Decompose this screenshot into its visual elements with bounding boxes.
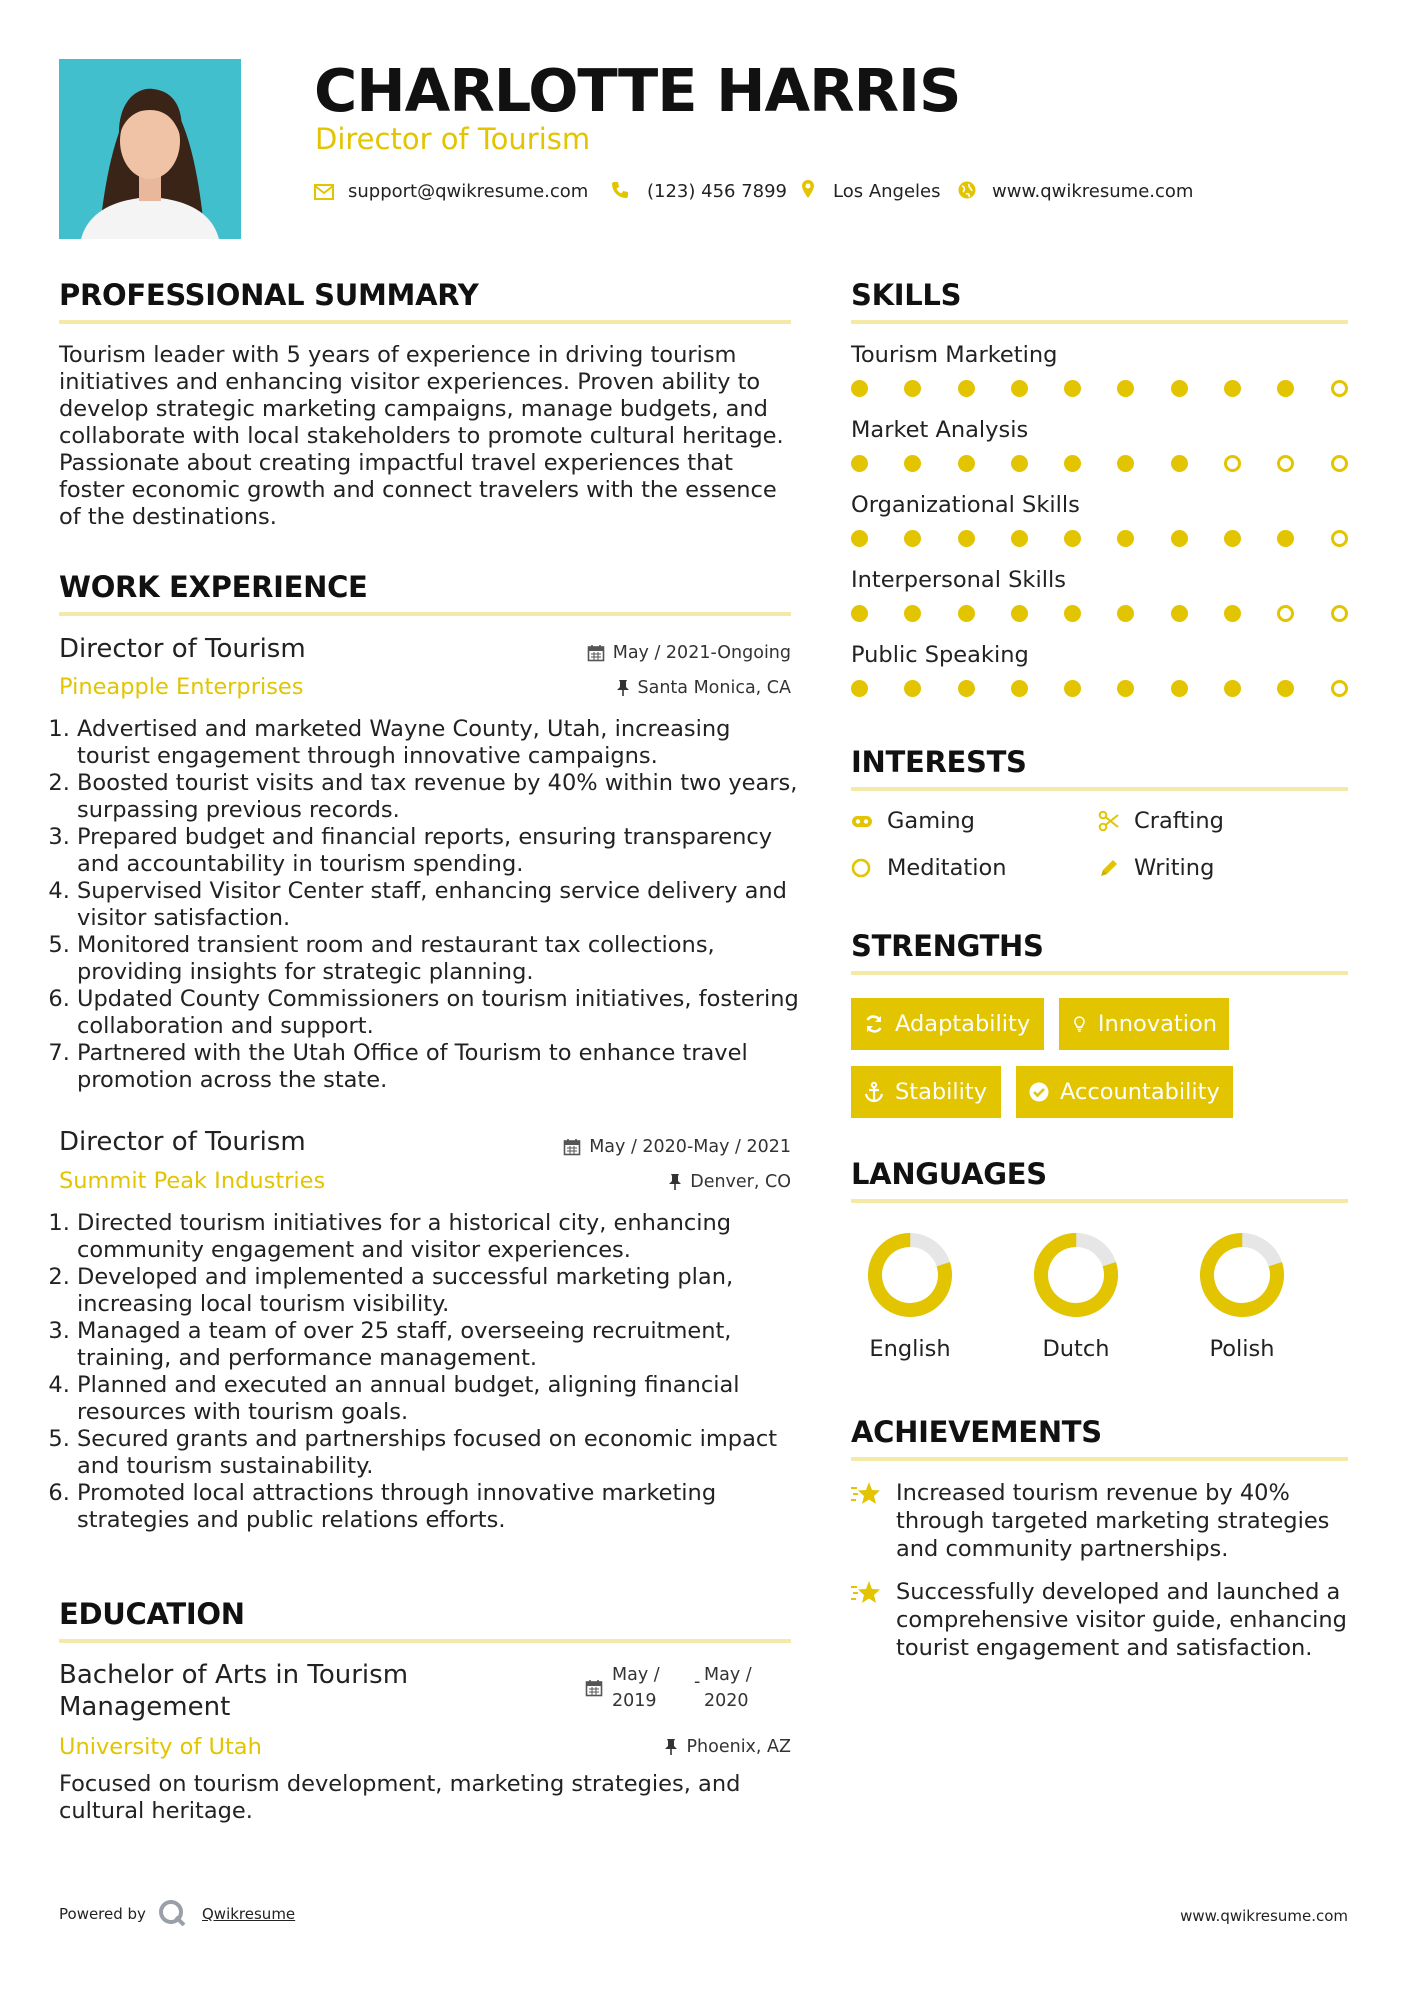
rating-dot-filled — [904, 680, 921, 697]
languages-divider — [851, 1199, 1348, 1203]
rating-dot-filled — [958, 455, 975, 472]
rating-dot-filled — [1064, 530, 1081, 547]
rating-dot-filled — [1171, 605, 1188, 622]
rating-dot-filled — [1171, 380, 1188, 397]
language-item — [855, 1230, 965, 1362]
strengths-divider — [851, 971, 1348, 975]
education-divider — [59, 1639, 791, 1643]
rating-dot-filled — [1117, 605, 1134, 622]
language-label: Dutch — [1042, 1336, 1110, 1362]
rating-dot-filled — [958, 605, 975, 622]
contact-location: Los Angeles — [833, 181, 941, 202]
rating-dot-filled — [1011, 380, 1028, 397]
brand-link[interactable]: Qwikresume — [202, 1905, 296, 1923]
summary-heading: PROFESSIONAL SUMMARY — [59, 278, 479, 312]
job-bullet: 7. Partnered with the Utah Office of Tourism to enhance travel promotion across the state. — [77, 1040, 802, 1094]
rating-dot-filled — [958, 530, 975, 547]
job-bullet: 1. Advertised and marketed Wayne County, Utah, increasing tourist engagement through innovative campaigns. — [77, 716, 802, 770]
job-bullet: 2. Boosted tourist visits and tax revenue by 40% within two years, surpassing previous records. — [77, 770, 802, 824]
job-location — [668, 1172, 791, 1192]
rating-dot-filled — [851, 380, 868, 397]
contact-phone[interactable]: (123) 456 7899 — [647, 181, 788, 202]
rating-dot-filled — [904, 530, 921, 547]
rating-dot-filled — [851, 530, 868, 547]
rating-dot-filled — [904, 455, 921, 472]
rating-dot-filled — [1011, 605, 1028, 622]
skill-label: Tourism Marketing — [851, 342, 1058, 368]
language-level-donut — [1197, 1230, 1287, 1320]
powered-by-text: Powered by — [59, 1905, 146, 1923]
skill-label: Organizational Skills — [851, 492, 1080, 518]
gamepad-icon — [851, 810, 873, 832]
rating-dot-filled — [1064, 680, 1081, 697]
languages-list — [855, 1230, 1355, 1380]
strength-badge — [1016, 1066, 1233, 1118]
language-level-arc — [866, 1231, 954, 1319]
interest-label: Gaming — [887, 808, 975, 834]
interest-label: Crafting — [1134, 808, 1224, 834]
edu-end-date: May / 2020 — [704, 1665, 752, 1711]
interests-heading: INTERESTS — [851, 745, 1027, 779]
job-location-text: Denver, CO — [690, 1172, 791, 1192]
job-date — [563, 1137, 791, 1157]
rating-dot-empty — [1224, 455, 1241, 472]
calendar-icon — [587, 644, 605, 662]
education-text: Focused on tourism development, marketing strategies, and cultural heritage. — [59, 1771, 741, 1824]
skill-item — [851, 417, 1351, 492]
rating-dot-filled — [1064, 605, 1081, 622]
skills-heading: SKILLS — [851, 278, 962, 312]
rating-dot-filled — [1064, 380, 1081, 397]
edu-start-date: May / 2019 — [612, 1665, 660, 1711]
rating-dot-filled — [1224, 680, 1241, 697]
rating-dot-filled — [1117, 380, 1134, 397]
rating-dot-filled — [1224, 530, 1241, 547]
languages-heading: LANGUAGES — [851, 1157, 1047, 1191]
achievements-divider — [851, 1457, 1348, 1461]
achievement-item: Increased tourism revenue by 40% through targeted marketing strategies and community partnerships. — [896, 1480, 1330, 1562]
achievement-item: Successfully developed and launched a comprehensive visitor guide, enhancing tourist engagement and satisfaction. — [896, 1579, 1347, 1661]
rating-dot-empty — [1277, 455, 1294, 472]
job-bullet: 5. Monitored transient room and restaurant tax collections, providing insights for strategic planning. — [77, 932, 802, 986]
edu-date-separator: - — [694, 1672, 701, 1692]
rating-dot-empty — [1331, 605, 1348, 622]
strength-badge — [1059, 998, 1229, 1050]
interest-item — [1098, 808, 1224, 834]
rating-dot-filled — [1277, 530, 1294, 547]
rating-dot-filled — [1171, 530, 1188, 547]
summary-divider — [59, 320, 791, 324]
skill-rating — [851, 680, 1351, 697]
language-level-donut — [1031, 1230, 1121, 1320]
skill-item — [851, 567, 1351, 642]
job-location — [616, 678, 792, 698]
interests-divider — [851, 787, 1348, 791]
job-bullets — [59, 716, 802, 1094]
job-bullet: 3. Managed a team of over 25 staff, overseeing recruitment, training, and performance management. — [77, 1318, 817, 1372]
strength-label: Accountability — [1060, 1079, 1220, 1105]
language-label: Polish — [1209, 1336, 1275, 1362]
lightbulb-icon — [1071, 1013, 1088, 1035]
interest-label: Meditation — [887, 855, 1007, 881]
interest-item — [851, 808, 975, 834]
job-title: Director of Tourism — [59, 634, 306, 664]
strengths-heading: STRENGTHS — [851, 929, 1044, 963]
language-item — [1187, 1230, 1297, 1362]
job-bullet: 1. Directed tourism initiatives for a historical city, enhancing community engagement and visitor experiences. — [77, 1210, 817, 1264]
skill-rating — [851, 455, 1351, 472]
skills-divider — [851, 320, 1348, 324]
job-company: Summit Peak Industries — [59, 1168, 326, 1194]
strength-badge — [851, 998, 1044, 1050]
profile-photo — [59, 59, 241, 239]
candidate-title: Director of Tourism — [315, 122, 591, 156]
experience-heading: WORK EXPERIENCE — [59, 570, 368, 604]
check-circle-icon — [1028, 1081, 1050, 1103]
degree-title: Bachelor of Arts in Tourism Management — [59, 1660, 409, 1722]
star-award-icon — [850, 1480, 882, 1508]
interest-item — [851, 855, 1007, 881]
skill-rating — [851, 605, 1351, 622]
calendar-icon — [585, 1679, 603, 1697]
contact-website[interactable]: www.qwikresume.com — [992, 181, 1194, 202]
rating-dot-filled — [1117, 530, 1134, 547]
rating-dot-empty — [1331, 680, 1348, 697]
language-item — [1021, 1230, 1131, 1362]
map-pin-icon — [798, 179, 818, 199]
strength-label: Stability — [895, 1079, 988, 1105]
rating-dot-empty — [1331, 530, 1348, 547]
rating-dot-filled — [1011, 455, 1028, 472]
job-bullet: 3. Prepared budget and financial reports, ensuring transparency and accountability in tourism spending. — [77, 824, 802, 878]
rating-dot-empty — [1331, 455, 1348, 472]
phone-icon — [610, 180, 630, 200]
edu-location-text: Phoenix, AZ — [686, 1737, 791, 1757]
strength-badge — [851, 1066, 1001, 1118]
rating-dot-filled — [1117, 680, 1134, 697]
skill-item — [851, 642, 1351, 717]
refresh-icon — [863, 1013, 885, 1035]
rating-dot-filled — [1224, 605, 1241, 622]
rating-dot-filled — [904, 605, 921, 622]
contact-email[interactable]: support@qwikresume.com — [348, 181, 589, 202]
pushpin-icon — [664, 1738, 678, 1756]
rating-dot-filled — [851, 680, 868, 697]
education-heading: EDUCATION — [59, 1597, 245, 1631]
skill-label: Market Analysis — [851, 417, 1029, 443]
rating-dot-filled — [1277, 680, 1294, 697]
envelope-icon — [314, 182, 334, 202]
rating-dot-filled — [851, 605, 868, 622]
skill-item — [851, 342, 1351, 417]
interest-item — [1098, 855, 1214, 881]
summary-text: Tourism leader with 5 years of experience in driving tourism initiatives and enhancing visitor experiences. Proven ability to develop strategic marketing campaigns, manage budgets, and collaborate with local stakeholders to promote cultural heritage. Passionate about creating impactful travel experiences that foster economic growth and connect travelers with the essence of the destinations. — [59, 342, 784, 530]
job-date-text: May / 2020-May / 2021 — [589, 1137, 791, 1157]
school-name: University of Utah — [59, 1734, 262, 1760]
job-date — [587, 643, 791, 663]
experience-divider — [59, 612, 791, 616]
rating-dot-filled — [1171, 680, 1188, 697]
strength-label: Adaptability — [895, 1011, 1031, 1037]
interest-label: Writing — [1134, 855, 1215, 881]
rating-dot-filled — [1224, 380, 1241, 397]
rating-dot-empty — [1331, 380, 1348, 397]
rating-dot-filled — [958, 680, 975, 697]
job-bullet: 4. Planned and executed an annual budget, aligning financial resources with tourism goals. — [77, 1372, 817, 1426]
circle-icon — [851, 857, 873, 879]
language-level-arc — [1032, 1231, 1120, 1319]
rating-dot-filled — [1277, 380, 1294, 397]
anchor-icon — [863, 1081, 885, 1103]
rating-dot-filled — [1171, 455, 1188, 472]
job-bullet: 2. Developed and implemented a successful marketing plan, increasing local tourism visibility. — [77, 1264, 817, 1318]
rating-dot-filled — [1011, 530, 1028, 547]
job-bullets — [59, 1210, 817, 1534]
strength-label: Innovation — [1097, 1011, 1217, 1037]
scissors-icon — [1098, 810, 1120, 832]
job-title: Director of Tourism — [59, 1127, 306, 1157]
job-date-text: May / 2021-Ongoing — [612, 643, 791, 663]
rating-dot-filled — [958, 380, 975, 397]
skill-label: Interpersonal Skills — [851, 567, 1066, 593]
job-location-text: Santa Monica, CA — [637, 678, 791, 698]
skill-label: Public Speaking — [851, 642, 1029, 668]
rating-dot-filled — [904, 380, 921, 397]
job-bullet: 4. Supervised Visitor Center staff, enhancing service delivery and visitor satisfaction. — [77, 878, 802, 932]
rating-dot-filled — [1064, 455, 1081, 472]
skill-rating — [851, 530, 1351, 547]
candidate-name: CHARLOTTE HARRIS — [314, 56, 961, 125]
achievements-heading: ACHIEVEMENTS — [851, 1415, 1102, 1449]
job-bullet: 6. Promoted local attractions through innovative marketing strategies and public relations efforts. — [77, 1480, 817, 1534]
rating-dot-empty — [1277, 605, 1294, 622]
job-bullet: 5. Secured grants and partnerships focused on economic impact and tourism sustainability. — [77, 1426, 817, 1480]
language-label: English — [869, 1336, 951, 1362]
globe-icon — [957, 180, 977, 200]
skill-rating — [851, 380, 1351, 397]
pushpin-icon — [668, 1173, 682, 1191]
skills-list — [851, 342, 1351, 717]
language-level-donut — [865, 1230, 955, 1320]
calendar-icon — [563, 1138, 581, 1156]
rating-dot-filled — [851, 455, 868, 472]
job-bullet: 6. Updated County Commissioners on tourism initiatives, fostering collaboration and support. — [77, 986, 802, 1040]
job-company: Pineapple Enterprises — [59, 674, 304, 700]
star-award-icon — [850, 1579, 882, 1607]
rating-dot-filled — [1011, 680, 1028, 697]
pencil-icon — [1098, 857, 1120, 879]
pushpin-icon — [616, 679, 630, 697]
edu-location — [664, 1737, 791, 1757]
language-level-arc — [1198, 1231, 1286, 1319]
rating-dot-filled — [1117, 455, 1134, 472]
skill-item — [851, 492, 1351, 567]
qwikresume-logo-icon — [157, 1898, 187, 1928]
footer-website[interactable]: www.qwikresume.com — [1180, 1907, 1348, 1925]
